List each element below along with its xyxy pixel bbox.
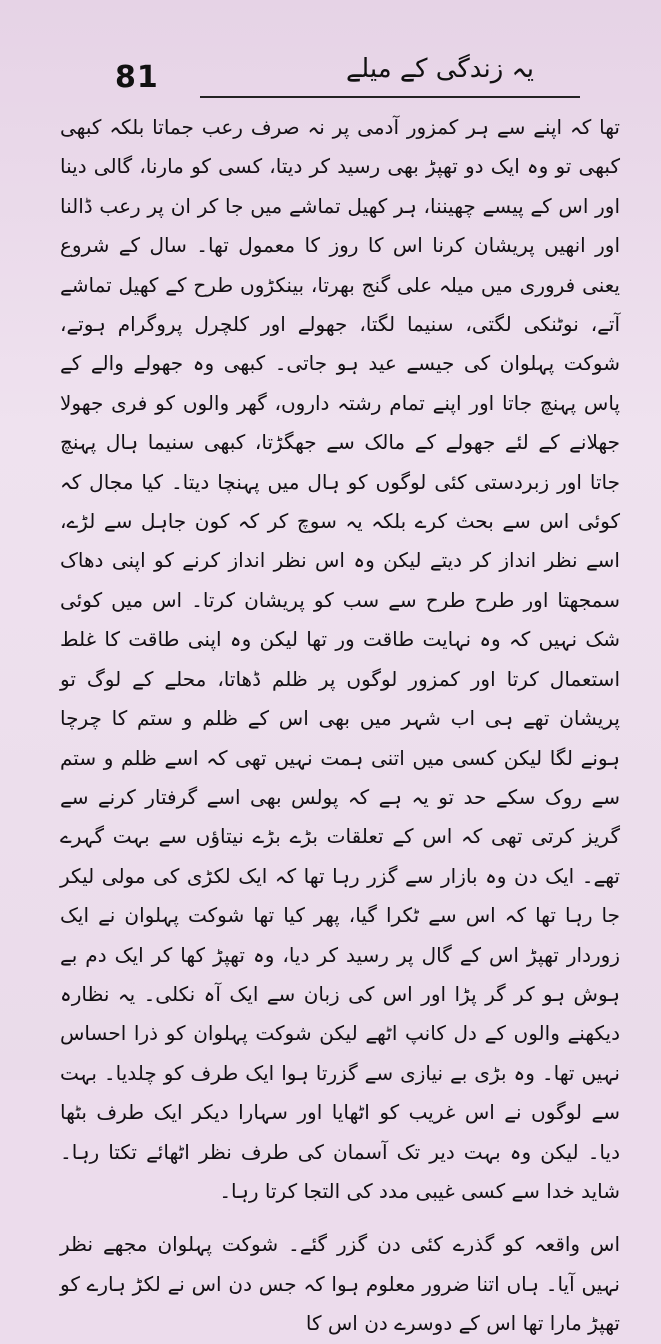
paragraph-1: تھا کہ اپنے سے ہر کمزور آدمی پر نہ صرف رعب جماتا بلکہ کبھی کبھی تو وہ ایک دو تھپڑ بھی رسید کر دیتا، کسی کو مارنا، گالی دینا اور اس کے پیسے چھیننا، ہر کھیل تماشے میں جا کر ان پر رعب ڈالنا اور انھیں پریشان کرنا اس کا روز کا معمول تھا۔ سال کے شروع یعنی فروری میں میلہ علی گنج بھرتا، بینکڑوں طرح کے کھیل تماشے آتے، نوٹنکی لگتی، سنیما لگتا، جھولے اور کلچرل پروگرام ہوتے، شوکت پہلوان کی جیسے عید ہو جاتی۔ کبھی وہ جھولے والے کے پاس پہنچ جاتا اور اپنے تمام رشتہ داروں، گھر والوں کو فری جھولا جھلانے کے لئے جھولے کے مالک سے جھگڑتا، کبھی سنیما ہال پہنچ جاتا اور زبردستی کئی لوگوں کو ہال میں پہنچا دیتا۔ کیا مجال کہ کوئی اس سے بحث کرے بلکہ یہ سوچ کر کہ کون جاہل سے لڑے، اسے نظر انداز کر دیتے لیکن وہ اس نظر انداز کرنے کو اپنی دھاک سمجھتا اور طرح طرح سے سب کو پریشان کرتا۔ اس میں کوئی شک نہیں کہ وہ نہایت طاقت ور تھا لیکن وہ اپنی طاقت کا غلط استعمال کرتا اور کمزور لوگوں پر ظلم ڈھاتا، محلے کے لوگ تو پریشان تھے ہی اب شہر میں بھی اس کے ظلم و ستم کا چرچا ہونے لگا لیکن کسی میں اتنی ہمت نہیں تھی کہ اسے ظلم و ستم سے روک سکے حد تو یہ ہے کہ پولس بھی اسے گرفتار کرنے سے گریز کرتی تھی کہ اس کے تعلقات بڑے بڑے نیتاؤں سے بہت گہرے تھے۔ ایک دن وہ بازار سے گزر رہا تھا کہ ایک لکڑی کی مولی لیکر جا رہا تھا کہ اس سے ٹکرا گیا، پھر کیا تھا شوکت پہلوان نے ایک زوردار تھپڑ اس کے گال پر رسید کر دیا، وہ تھپڑ کھا کر ایک دم بے ہوش ہو کر گر پڑا اور اس کی زبان سے ایک آہ نکلی۔ یہ نظارہ دیکھنے والوں کے دل کانپ اٹھے لیکن شوکت پہلوان کو ذرا احساس نہیں تھا۔ وہ بڑی بے نیازی سے گزرتا ہوا ایک طرف کو چلدیا۔ بہت سے لوگوں نے اس غریب کو اٹھایا اور سہارا دیکر ایک طرف بٹھا دیا۔ لیکن وہ بہت دیر تک آسمان کی طرف نظر اٹھائے تکتا رہا۔ شاید خدا سے کسی غیبی مدد کی التجا کرتا رہا۔: [60, 115, 620, 1203]
running-title: یہ زندگی کے میلے: [346, 54, 534, 84]
header-rule: [200, 96, 580, 98]
body-text: [60, 108, 620, 1344]
page-header: [0, 40, 661, 100]
page-number: 81: [115, 60, 159, 95]
paragraph-2: اس واقعہ کو گذرے کئی دن گزر گئے۔ شوکت پہلوان مجھے نظر نہیں آیا۔ ہاں اتنا ضرور معلوم ہوا کہ جس دن اس نے لکڑ ہارے کو تھپڑ مارا تھا اس کے دوسرے دن اس کا: [60, 1232, 620, 1336]
